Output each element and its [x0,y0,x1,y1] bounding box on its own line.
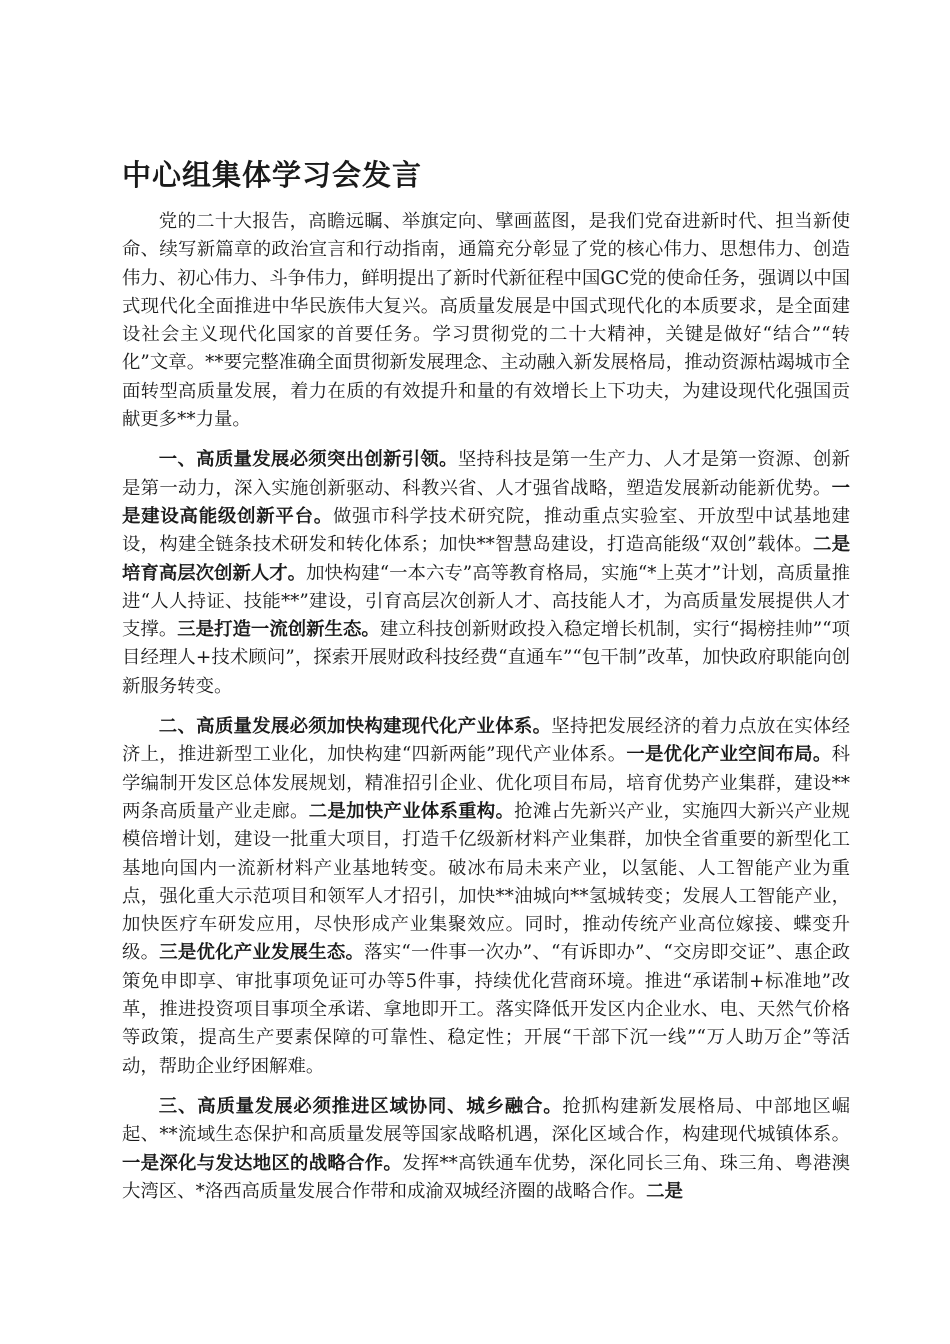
paragraph-text: 加快构建“一本六专”高等教育格局，实施“*上英才”计划，高质量推进“人人持证、技能**”建设，引育高层次创新人才、高技能人才，为高质量发展提供人才支撑。 [122,562,850,641]
paragraph-text: 坚持科技是第一生产力、人才是第一资源、创新是第一动力，深入实施创新驱动、科教兴省、人才强省战略，塑造发展新动能新优势。 [122,449,850,499]
intro-paragraph [122,208,850,434]
paragraph-text: 科学编制开发区总体发展规划，精准招引企业、优化项目布局，培育优势产业集群，建设**两条高质量产业走廊。 [122,744,850,822]
subpoint-heading: 一是建设高能级创新平台。 [122,477,850,527]
section-2-paragraph [122,713,850,1081]
paragraph-text: 坚持把发展经济的着力点放在实体经济上，推进新型工业化，加快构建“四新两能”现代产业体系。 [122,716,850,766]
section-1-paragraph [122,446,850,701]
subpoint-heading: 二是加快产业体系重构。 [308,800,515,822]
subpoint-heading: 二是培育高层次创新人才。 [122,534,850,584]
document-body [122,208,850,1206]
section-3-paragraph [122,1093,850,1206]
paragraph-text: 发挥**高铁通车优势，深化同长三角、珠三角、粤港澳大湾区、*洛西高质量发展合作带和成渝双城经济圈的战略合作。 [122,1152,850,1202]
paragraph-text: 做强市科学技术研究院，推动重点实验室、开放型中试基地建设，构建全链条技术研发和转化体系；加快**智慧岛建设，打造高能级“双创”载体。 [122,505,850,556]
subpoint-heading: 二是 [646,1180,683,1202]
paragraph-text: 落实“一件事一次办”、“有诉即办”、“交房即交证”、惠企政策免申即享、审批事项免证可办等5件事，持续优化营商环境。推进“承诺制+标准地”改革，推进投资项目事项全承诺、拿地即开工。落实降低开发区内企业水、电、天然气价格等政策，提高生产要素保障的可靠性、稳定性；开展“干部下沉一线”“万人助万企”等活动，帮助企业纾困解难。 [122,942,850,1077]
section-2-heading: 二、高质量发展必须加快构建现代化产业体系。 [158,716,552,738]
paragraph-text: 抢抓构建新发展格局、中部地区崛起、**流域生态保护和高质量发展等国家战略机遇，深化区域合作，构建现代城镇体系。 [122,1095,850,1146]
paragraph-text: 党的二十大报告，高瞻远瞩、举旗定向、擘画蓝图，是我们党奋进新时代、担当新使命、续写新篇章的政治宣言和行动指南，通篇充分彰显了党的核心伟力、思想伟力、创造伟力、初心伟力、斗争伟力，鲜明提出了新时代新征程中国GC党的使命任务，强调以中国式现代化全面推进中华民族伟大复兴。高质量发展是中国式现代化的本质要求，是全面建设社会主义现代化国家的首要任务。学习贯彻党的二十大精神，关键是做好“结合”“转化”文章。**要完整准确全面贯彻新发展理念、主动融入新发展格局，推动资源枯竭城市全面转型高质量发展，着力在质的有效提升和量的有效增长上下功夫，为建设现代化强国贡献更多**力量。 [122,211,850,431]
subpoint-heading: 三是优化产业发展生态。 [159,942,365,964]
subpoint-heading: 一是深化与发达地区的战略合作。 [122,1152,403,1174]
paragraph-text: 抢滩占先新兴产业，实施四大新兴产业规模倍增计划，建设一批重大项目，打造千亿级新材料产业集群，加快全省重要的新型化工基地向国内一流新材料产业基地转变。破冰布局未来产业，以氢能、人工智能产业为重点，强化重大示范项目和领军人才招引，加快**油城向**氢城转变；发展人工智能产业，加快医疗车研发应用，尽快形成产业集聚效应。同时，推动传统产业高位嫁接、蝶变升级。 [122,800,850,964]
section-1-heading: 一、高质量发展必须突出创新引领。 [158,449,458,471]
subpoint-heading: 一是优化产业空间布局。 [626,744,832,766]
document-title: 中心组集体学习会发言 [122,158,423,192]
subpoint-heading: 三是打造一流创新生态。 [177,619,380,641]
section-3-heading: 三、高质量发展必须推进区域协同、城乡融合。 [158,1095,563,1117]
paragraph-text: 建立科技创新财政投入稳定增长机制，实行“揭榜挂帅”“项目经理人+技术顾问”，探索开展财政科技经费“直通车”“包干制”改革，加快政府职能向创新服务转变。 [122,619,850,697]
